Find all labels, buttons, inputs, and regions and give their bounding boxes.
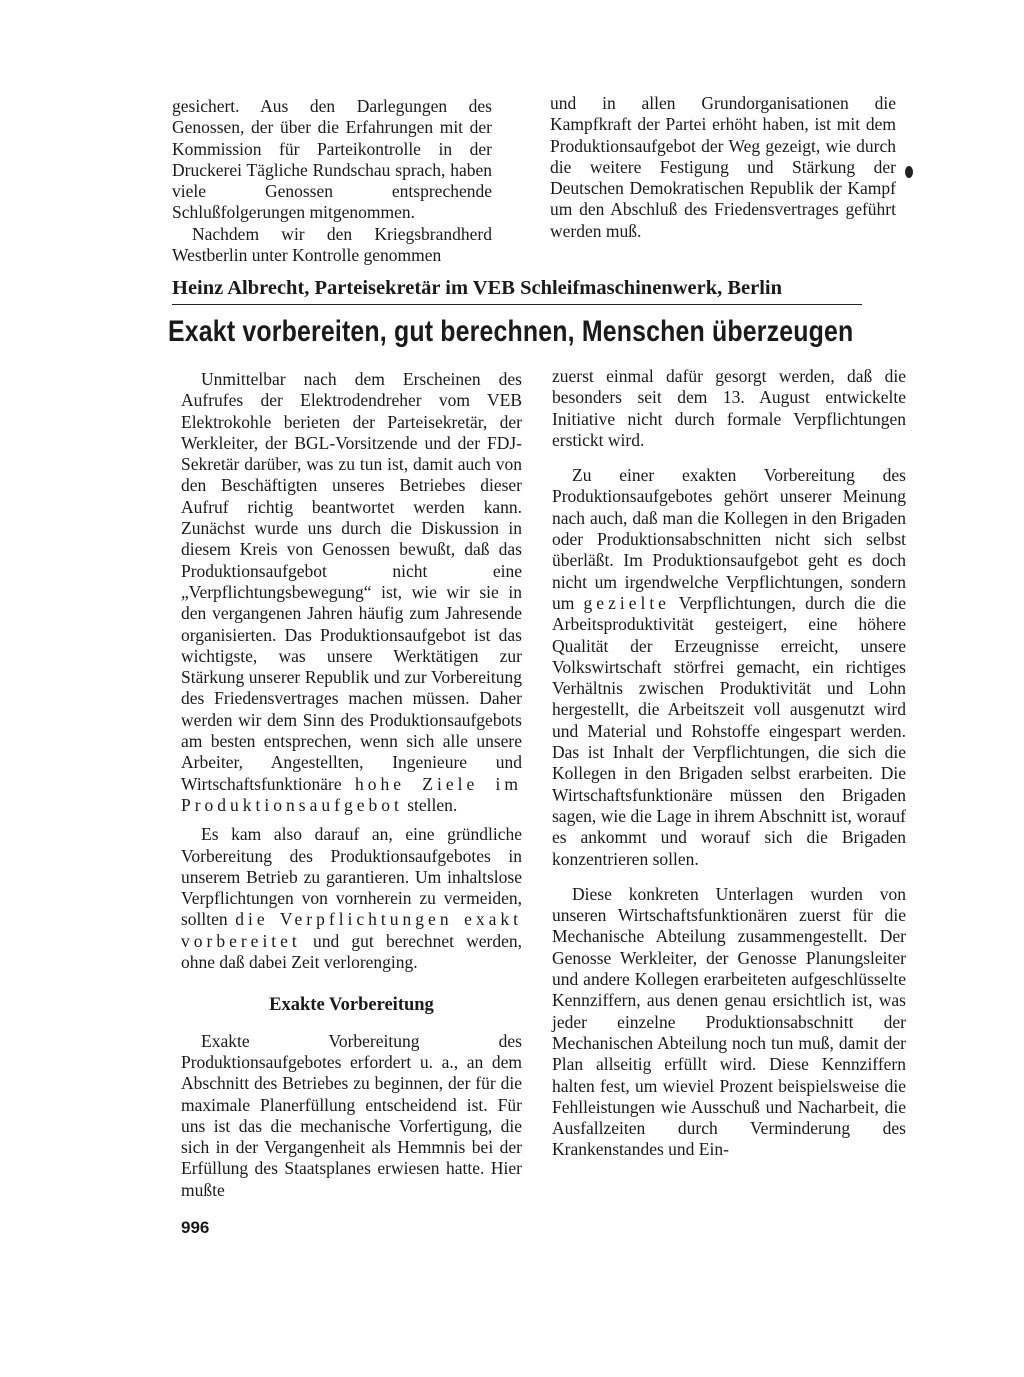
left-paragraph-1 [181,369,522,816]
right-paragraph-2 [552,465,906,870]
page-number: 996 [181,1218,210,1237]
left-p2-end: und gut berechnet werden, ohne daß dabei Zeit verlorenging. [181,930,523,973]
article-left-column [181,369,522,1201]
top-left-column [172,96,492,266]
left-paragraph-3: Exakte Vorbereitung des Produktionsaufgebotes erfordert u. a., an dem Abschnitt des Betriebes zu beginnen, der für die maximale Planerfüllung entscheidend ist. Für uns ist das die mechanische Vorfertigung, die sich in der Vergangenheit als Hemmnis bei der Erfüllung des Staatsplanes erwiesen hatte. Hier mußte [181,1030,522,1200]
right-paragraph-3: Diese konkreten Unterlagen wurden von unseren Wirtschaftsfunktionären zuerst für die Mechanische Abteilung zusammengestellt. Der Genosse Werkleiter, der Genosse Planungsleiter und andere Kollegen erarbeiteten aufgeschlüsselte Kennziffern, aus denen genau ersichtlich ist, was jeder einzelne Produktionsabschnitt der Mechanischen Abteilung noch tun muß, damit der Plan allseitig erfüllt wird. Diese Kennziffern halten fest, um wieviel Prozent beispielsweise die Fehlleistungen wie Ausschuß und Nacharbeit, die Ausfallzeiten durch Verminderung des Krankenstandes und Ein- [552,883,906,1160]
top-right-column [550,93,896,242]
right-p2-emphasis: gezielte [583,592,670,613]
right-p2-text: Zu einer exakten Vorbereitung des Produktionsaufgebotes gehört unserer Meinung nach auch, daß man die Kollegen in den Brigaden oder Produktionsabschnitten nicht sich selbst überläßt. Im Produktionsaufgebot geht es doch nicht um irgendwelche Verpflichtungen, sondern um [552,465,906,613]
left-p2-text: Es kam also darauf an, eine gründliche Vorbereitung des Produktionsaufgebotes in unserem Betrieb zu garantieren. Um inhaltslose Verpflichtungen von vornherein zu vermeiden, sollten [181,824,522,930]
left-p1-text: Unmittelbar nach dem Erscheinen des Aufrufes der Elektrodendreher vom VEB Elektrokohle berieten der Parteisekretär, der Werkleiter, der BGL-Vorsitzende und der FDJ-Sekretär darüber, was zu tun ist, damit auch von den Beschäftigten unseres Betriebes dieser Aufruf richtig beantwortet werden kann. Zunächst wurde uns durch die Diskussion in diesem Kreis von Genossen bewußt, daß das Produktionsaufgebot nicht eine „Verpflichtungsbewegung“ ist, wie wir sie in den vergangenen Jahren häufig zum Jahresende organisierten. Das Produktionsaufgebot ist das wichtigste, was unsere Werktätigen zur Stärkung unserer Republik und zur Vorbereitung des Friedensvertrages machen müssen. Daher werden wir dem Sinn des Produktionsaufgebots am besten entsprechen, wenn sich alle unsere Arbeiter, Angestellten, Ingenieure und Wirtschaftsfunktionäre [181,369,522,794]
left-paragraph-2 [181,824,522,973]
right-paragraph-1: zuerst einmal dafür gesorgt werden, daß die besonders seit dem 13. August entwickelte Initiative nicht durch formale Verpflichtungen erstickt wird. [552,366,906,450]
left-p2-emphasis: die Verpflichtungen exakt vorbereitet [181,909,523,951]
top-right-paragraph: und in allen Grundorganisationen die Kampfkraft der Partei erhöht haben, ist mit dem Produktionsaufgebot der Weg gezeigt, wie durch die weitere Festigung und Stärkung der Deutschen Demokratischen Republik der Kampf um den Abschluß des Friedensvertrages geführt werden muß. [550,93,896,241]
article-right-column [552,366,906,1161]
print-speck [905,166,913,178]
top-left-paragraph-2: Nachdem wir den Kriegsbrandherd Westberlin unter Kontrolle genommen [172,223,492,266]
section-subheading: Exakte Vorbereitung [269,995,434,1016]
article-headline: Exakt vorbereiten, gut berechnen, Menschen überzeugen [168,315,854,348]
article-byline: Heinz Albrecht, Parteisekretär im VEB Schleifmaschinenwerk, Berlin [172,277,783,299]
top-left-paragraph-1: gesichert. Aus den Darlegungen des Genossen, der über die Erfahrungen mit der Kommission für Parteikontrolle in der Druckerei Tägliche Rundschau sprach, haben viele Genossen entsprechende Schlußfolgerungen mitgenommen. [172,96,492,223]
left-p1-end: stellen. [407,794,458,815]
right-p2-end: Verpflichtungen, durch die die Arbeitsproduktivität gesteigert, eine höhere Qualität der Erzeugnisse erreicht, unsere Volkswirtschaft störfrei gemacht, ein richtiges Verhältnis zwischen Produktivität und Lohn hergestellt, die Arbeitszeit voll ausgenutzt wird und Material und Rohstoffe eingespart werden. Das ist Inhalt der Verpflichtungen, die sich die Kollegen in den Brigaden selbst erarbeiten. Die Wirtschaftsfunktionäre müssen den Brigaden sagen, wie die Lage in ihrem Abschnitt ist, worauf es ankommt und worauf sich die Brigaden konzentrieren sollen. [552,592,906,869]
byline-divider [172,304,862,305]
left-p1-emphasis: hohe Ziele im Produktionsaufgebot [181,773,522,815]
